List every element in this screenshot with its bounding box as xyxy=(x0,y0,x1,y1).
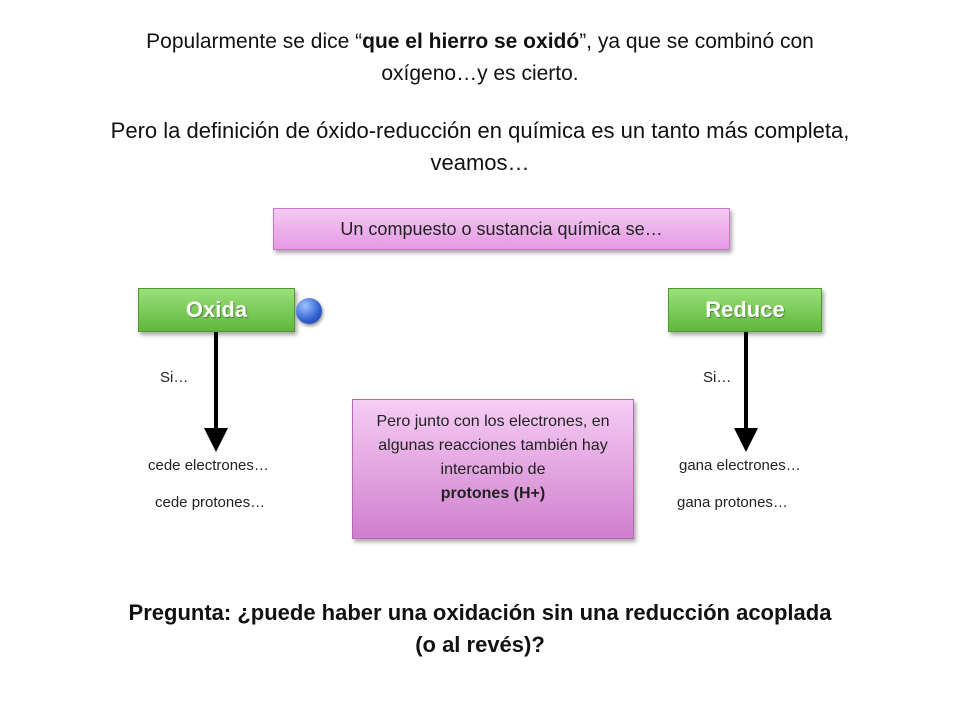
reduce-box: Reduce xyxy=(668,288,822,332)
intro-prefix: Popularmente se dice “ xyxy=(146,30,363,53)
final-question: Pregunta: ¿puede haber una oxidación sin una reducción acoplada (o al revés)? xyxy=(128,600,832,657)
oxida-electrons-label: cede electrones… xyxy=(148,457,269,474)
definition-text: Pero la definición de óxido-reducción en química es un tanto más completa, veamos… xyxy=(110,118,850,175)
reduce-electrons-label: gana electrones… xyxy=(679,457,801,474)
reduce-protons-label: gana protones… xyxy=(677,494,788,511)
oxida-si-label: Si… xyxy=(160,369,189,386)
intro-suffix: ”, ya que se combinó con oxígeno…y es cierto. xyxy=(381,30,814,85)
oxida-protons-label: cede protones… xyxy=(155,494,266,511)
protons-note-box xyxy=(352,399,634,539)
intro-highlight: que el hierro se oxidó xyxy=(362,30,580,53)
protons-note-bold: protones (H+) xyxy=(440,485,546,502)
prompt-box: Un compuesto o sustancia química se… xyxy=(273,208,730,250)
protons-note-text: Pero junto con los electrones, en algunas reacciones también hay intercambio de xyxy=(376,413,610,478)
reduce-si-label: Si… xyxy=(703,369,732,386)
oxida-box: Oxida xyxy=(138,288,295,332)
